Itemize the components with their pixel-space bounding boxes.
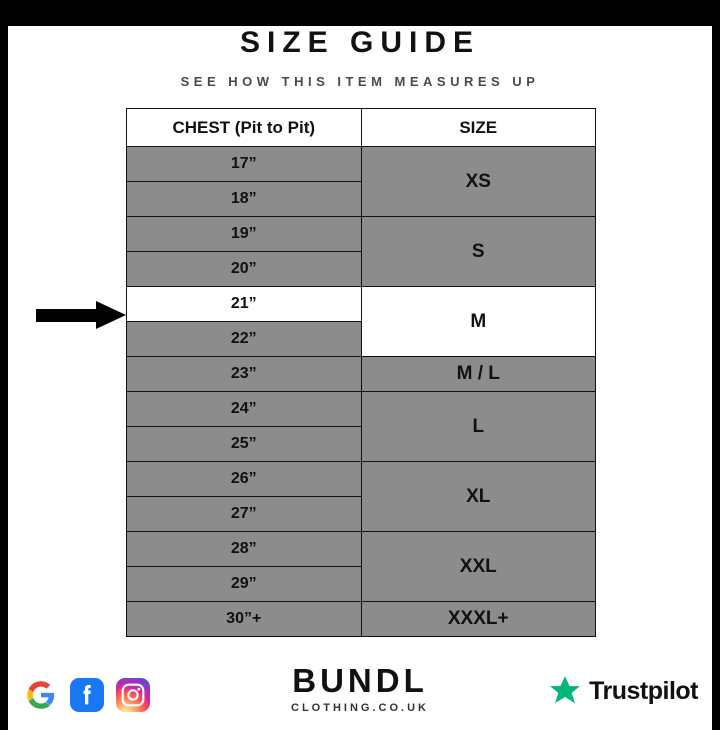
trustpilot-badge[interactable] — [548, 674, 698, 708]
chest-value: 23” — [127, 357, 362, 392]
size-value: XXXL+ — [361, 602, 596, 637]
table-row[interactable] — [127, 217, 596, 252]
chest-value: 25” — [127, 427, 362, 462]
size-value: L — [361, 392, 596, 462]
size-value: M / L — [361, 357, 596, 392]
column-header-size: SIZE — [361, 109, 596, 147]
right-arrow-icon — [36, 301, 128, 329]
chest-value: 29” — [127, 567, 362, 602]
page-title: SIZE GUIDE — [239, 26, 481, 59]
size-guide-sheet — [8, 26, 712, 730]
table-row[interactable] — [127, 392, 596, 427]
chest-value-selected: 21” — [127, 287, 362, 322]
chest-value: 20” — [127, 252, 362, 287]
table-row[interactable] — [127, 602, 596, 637]
size-table-wrapper — [126, 108, 596, 637]
size-value: XS — [361, 147, 596, 217]
size-value-selected: M — [361, 287, 596, 357]
chest-value: 24” — [127, 392, 362, 427]
table-row[interactable] — [127, 462, 596, 497]
column-header-chest: CHEST (Pit to Pit) — [127, 109, 362, 147]
table-row[interactable] — [127, 532, 596, 567]
size-table — [126, 108, 596, 637]
trustpilot-star-icon — [548, 674, 582, 708]
chest-value: 30”+ — [127, 602, 362, 637]
size-value: XL — [361, 462, 596, 532]
brand-name: BUNDL — [292, 662, 428, 699]
chest-value: 17” — [127, 147, 362, 182]
chest-value: 28” — [127, 532, 362, 567]
table-row-selected[interactable] — [127, 287, 596, 322]
size-value: S — [361, 217, 596, 287]
table-row[interactable] — [127, 357, 596, 392]
size-value: XXL — [361, 532, 596, 602]
chest-value: 22” — [127, 322, 362, 357]
table-row[interactable] — [127, 147, 596, 182]
chest-value: 18” — [127, 182, 362, 217]
chest-value: 27” — [127, 497, 362, 532]
table-header-row — [127, 109, 596, 147]
page-subtitle: SEE HOW THIS ITEM MEASURES UP — [180, 74, 540, 89]
trustpilot-label: Trustpilot — [589, 676, 698, 705]
footer — [8, 654, 712, 718]
brand-website: CLOTHING.CO.UK — [291, 702, 429, 714]
arrow-head — [96, 301, 126, 329]
chest-value: 26” — [127, 462, 362, 497]
chest-value: 19” — [127, 217, 362, 252]
arrow-shaft — [36, 309, 98, 322]
